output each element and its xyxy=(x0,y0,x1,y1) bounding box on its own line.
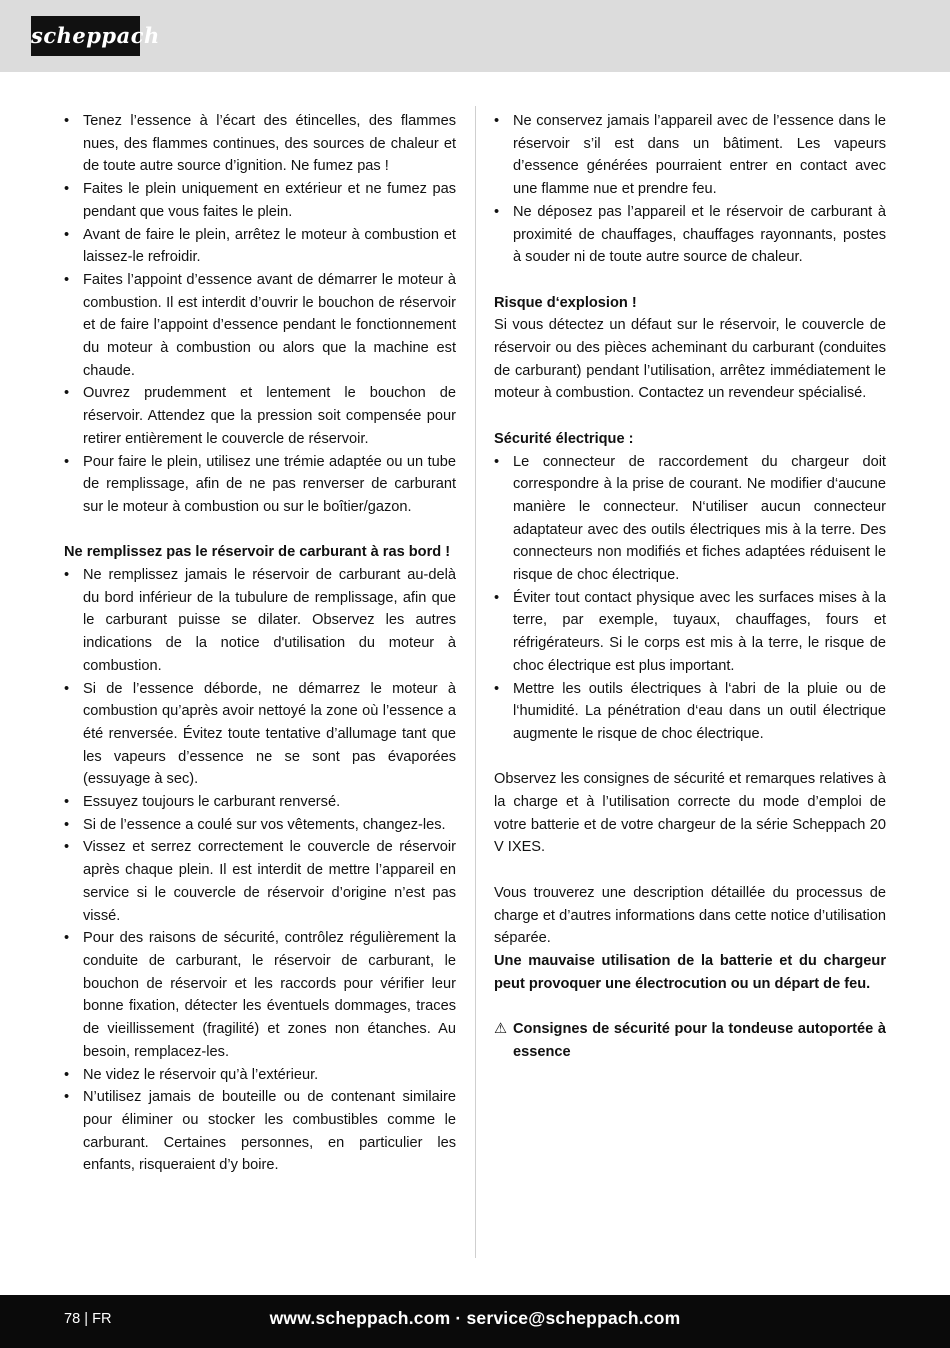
ride-on-mower-heading xyxy=(494,1018,886,1063)
overfill-list xyxy=(64,564,456,1177)
list-item: • Ne déposez pas l’appareil et le réservoir de carburant à proximité de chauffages, chauffages rayonnants, postes à souder ni de toute autre source de chaleur. xyxy=(494,201,886,269)
fuel-safety-list xyxy=(64,110,456,519)
list-item: • Si de l’essence a coulé sur vos vêtements, changez-les. xyxy=(64,814,456,837)
section-heading-electric: Sécurité électrique : xyxy=(494,430,634,447)
list-item: • Ouvrez prudemment et lentement le bouchon de réservoir. Attendez que la pression soit compensée pour retirer entièrement le couvercle de réservoir. xyxy=(64,382,456,450)
list-item: • Vissez et serrez correctement le couvercle de réservoir après chaque plein. Il est interdit de mettre l’appareil en service si le couvercle de réservoir d’origine n’est pas vissé. xyxy=(64,836,456,927)
storage-list xyxy=(494,110,886,269)
list-item: • Tenez l’essence à l’écart des étincelles, des flammes nues, des flammes continues, des sources de chaleur et de toute autre source d’ignition. Ne fumez pas ! xyxy=(64,110,456,178)
warning-triangle-icon: ⚠ xyxy=(494,1021,508,1038)
list-item: • Faites le plein uniquement en extérieur et ne fumez pas pendant que vous faites le plein. xyxy=(64,178,456,223)
electric-safety-list xyxy=(494,451,886,746)
left-column xyxy=(64,110,456,1177)
battery-warning: Une mauvaise utilisation de la batterie et du chargeur peut provoquer une électrocution ou un départ de feu. xyxy=(494,952,886,992)
scheppach-logo: scheppach xyxy=(31,16,140,56)
page-number: 78 | FR xyxy=(64,1311,112,1327)
page-header xyxy=(0,0,950,72)
section-heading-overfill: Ne remplissez pas le réservoir de carburant à ras bord ! xyxy=(64,544,451,561)
contact-info: www.scheppach.com · service@scheppach.com xyxy=(269,1308,681,1328)
list-item: • Pour des raisons de sécurité, contrôlez régulièrement la conduite de carburant, le réservoir de carburant, le bouchon de réservoir et les raccords pour vérifier leur bonne fixation, détecter les éventuels dommages, traces de vieillissement (fragilité) et zones non étanches. Au besoin, remplacez-les. xyxy=(64,927,456,1063)
section-heading-explosion: Risque d‘explosion ! xyxy=(494,294,637,311)
list-item: • Ne conservez jamais l’appareil avec de l’essence dans le réservoir s’il est dans un bâtiment. Les vapeurs d’essence générées pourraient entrer en contact avec une flamme nue et prendre feu. xyxy=(494,110,886,201)
detail-paragraph: Vous trouverez une description détaillée du processus de charge et d’autres informations dans cette notice d’utilisation séparée. xyxy=(494,884,886,947)
list-item: • Ne remplissez jamais le réservoir de carburant au-delà du bord inférieur de la tubulure de remplissage, afin que le carburant puisse se dilater. Observez les autres indications de la notice d'utilisation du moteur à combustion. xyxy=(64,564,456,678)
page-footer xyxy=(0,1295,950,1348)
list-item: • Le connecteur de raccordement du chargeur doit correspondre à la prise de courant. Ne modifier d‘aucune manière le connecteur. N‘utiliser aucun connecteur adaptateur avec des outils électriques mis à la terre. Des connecteurs non modifiés et fiches adaptées réduisent le risque de choc électrique. xyxy=(494,451,886,587)
column-divider xyxy=(475,106,476,1258)
list-item: • Pour faire le plein, utilisez une trémie adaptée ou un tube de remplissage, afin de ne pas renverser de carburant sur le moteur à combustion ou sur le boîtier/gazon. xyxy=(64,451,456,519)
list-item: • Avant de faire le plein, arrêtez le moteur à combustion et laissez-le refroidir. xyxy=(64,224,456,269)
list-item: • Ne videz le réservoir qu’à l’extérieur. xyxy=(64,1064,456,1087)
explosion-paragraph: Si vous détectez un défaut sur le réservoir, le couvercle de réservoir ou des pièces acheminant du carburant (conduites de carburant) pendant l’utilisation, arrêtez immédiatement le moteur à combustion. Contactez un revendeur spécialisé. xyxy=(494,317,886,402)
list-item: • N’utilisez jamais de bouteille ou de contenant similaire pour éliminer ou stocker les combustibles comme le carburant. Certaines personnes, en particulier les enfants, risqueraient d’y boire. xyxy=(64,1086,456,1177)
list-item: • Éviter tout contact physique avec les surfaces mises à la terre, par exemple, tuyaux, chauffages, fours et réfrigérateurs. Si le corps est mis à la terre, le risque de choc électrique est plus important. xyxy=(494,587,886,678)
observe-paragraph: Observez les consignes de sécurité et remarques relatives à la charge et à l’utilisation correcte du mode d’emploi de votre batterie et de votre chargeur de la série Scheppach 20 V IXES. xyxy=(494,771,886,856)
ride-on-mower-heading-text: Consignes de sécurité pour la tondeuse autoportée à essence xyxy=(513,1021,886,1060)
list-item: • Si de l’essence déborde, ne démarrez le moteur à combustion qu’après avoir nettoyé la zone où l’essence a été renversée. Évitez toute tentative d’allumage tant que les vapeurs d’essence ne se sont pas évaporées (essuyage à sec). xyxy=(64,678,456,792)
list-item: • Faites l’appoint d’essence avant de démarrer le moteur à combustion. Il est interdit d’ouvrir le bouchon de réservoir et de faire l’appoint d’essence pendant le fonctionnement du moteur à combustion ou alors que la machine est chaude. xyxy=(64,269,456,383)
right-column xyxy=(494,110,886,1063)
list-item: • Essuyez toujours le carburant renversé. xyxy=(64,791,456,814)
list-item: • Mettre les outils électriques à l‘abri de la pluie ou de l‘humidité. La pénétration d‘eau dans un outil électrique augmente le risque de choc électrique. xyxy=(494,678,886,746)
